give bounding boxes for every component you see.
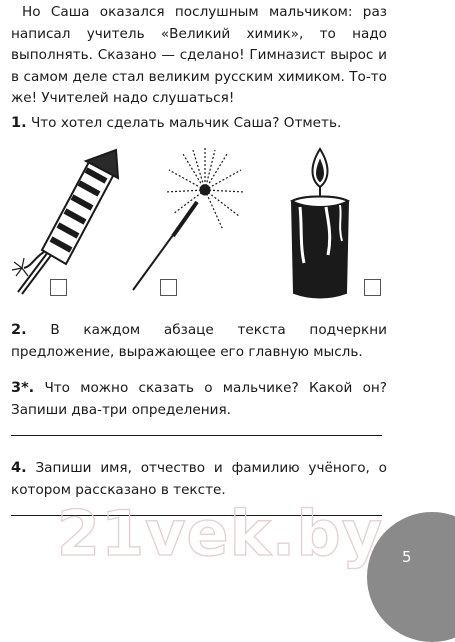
firework-rocket-icon (4, 140, 124, 300)
task-2-number: 2. (11, 322, 27, 338)
option-2-checkbox[interactable] (160, 279, 177, 296)
task-4-number: 4. (11, 460, 27, 476)
candle-icon (280, 145, 360, 300)
task-4-answer-line[interactable] (11, 515, 382, 516)
intro-text: Но Саша оказался послушным мальчиком: раз написал учитель «Великий химик», то надо выполнять. Сказано — сделано! Гимназист вырос и в самом деле стал великим русским химиком. То-то же! Учителей надо слушаться! (11, 4, 387, 106)
task-3-text: Что можно сказать о мальчике? Какой он? Запиши два-три определения. (11, 380, 387, 418)
task-3 (11, 378, 387, 421)
task-2 (11, 320, 387, 363)
watermark: 21vek.by (56, 497, 384, 570)
task-3-number: 3*. (11, 380, 35, 396)
option-3-checkbox[interactable] (364, 279, 381, 296)
task-1 (11, 113, 387, 135)
task-4-text: Запиши имя, отчество и фамилию учёного, о котором рассказано в тексте. (11, 460, 387, 498)
task-4 (11, 458, 387, 501)
intro-paragraph (11, 2, 387, 110)
page-number-badge (367, 512, 455, 642)
option-1-checkbox[interactable] (50, 279, 67, 296)
page-number: 5 (402, 548, 412, 566)
task-2-text: В каждом абзаце текста подчеркни предложение, выражающее его главную мысль. (11, 322, 387, 360)
task-1-number: 1. (11, 115, 27, 131)
sparkler-icon (125, 140, 250, 300)
task-3-answer-line[interactable] (11, 435, 382, 436)
task-1-text: Что хотел сделать мальчик Саша? Отметь. (30, 115, 342, 131)
